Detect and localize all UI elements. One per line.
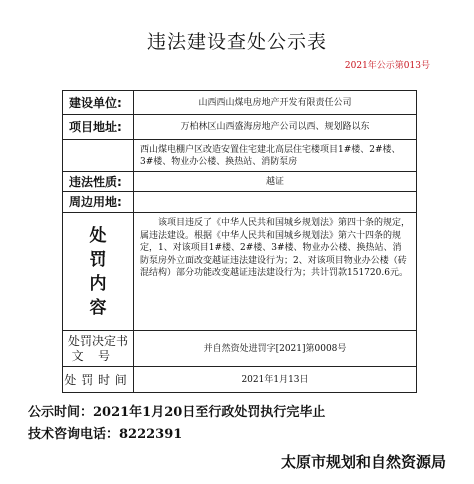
- decision-number-label-line-2: 文号: [71, 348, 125, 363]
- punishment-row: [63, 213, 417, 331]
- punishment-label-char-2: 罚: [89, 249, 107, 270]
- publicity-table: [62, 90, 417, 393]
- address-row: [63, 115, 417, 140]
- decision-number-label: [63, 331, 134, 367]
- project-name-row: [63, 140, 417, 172]
- punishment-label-char-4: 容: [89, 297, 107, 318]
- project-name-value: 西山煤电棚户区改造安置住宅建北高层住宅楼项目1#楼、2#楼、3#楼、物业办公楼、换热站、消防泵房: [134, 140, 417, 172]
- violation-type-value: 越证: [134, 172, 417, 192]
- decision-number-label-line-1: 处罚决定书: [67, 333, 128, 348]
- issuing-agency: 太原市规划和自然资源局: [280, 453, 446, 471]
- builder-row: [63, 91, 417, 115]
- decision-number-value: 并自然资处进罚字[2021]第0008号: [134, 331, 417, 367]
- consult-phone: 技术咨询电话：8222391: [28, 427, 183, 442]
- publicity-period: 公示时间：2021年1月20日至行政处罚执行完毕止: [28, 405, 326, 420]
- decision-number-row: [63, 331, 417, 367]
- date-label: 处罚时间: [63, 367, 134, 393]
- punishment-content: 该项目违反了《中华人民共和国城乡规划法》第四十条的规定，属违法建设。根据《中华人民共和国城乡规划法》第六十四条的规定，1、对该项目1#楼、2#楼、3#楼、物业办公楼、换热站、消防泵房外立面改变越证违法建设行为；2、对该项目物业办公楼（砖混结构）部分功能改变越证违法建设行为；共计罚款151720.6元。: [134, 213, 417, 331]
- builder-value: 山西西山煤电房地产开发有限责任公司: [134, 91, 417, 115]
- builder-label: 建设单位:: [63, 91, 134, 115]
- punishment-label-char-1: 处: [89, 225, 107, 246]
- address-value: 万柏林区山西盛海房地产公司以西、规划路以东: [134, 115, 417, 140]
- violation-type-label: 违法性质:: [63, 172, 134, 192]
- address-label: 项目地址:: [63, 115, 134, 140]
- punishment-label-char-3: 内: [89, 273, 107, 294]
- surroundings-row: [63, 192, 417, 213]
- surroundings-value: [134, 192, 417, 213]
- violation-type-row: [63, 172, 417, 192]
- document-title: 违法建设查处公示表: [146, 31, 327, 53]
- punishment-label: [63, 213, 134, 331]
- project-name-label: [63, 140, 134, 172]
- document-number: 2021年公示第013号: [344, 61, 430, 71]
- date-row: [63, 367, 417, 393]
- date-value: 2021年1月13日: [134, 367, 417, 393]
- surroundings-label: 周边用地:: [63, 192, 134, 213]
